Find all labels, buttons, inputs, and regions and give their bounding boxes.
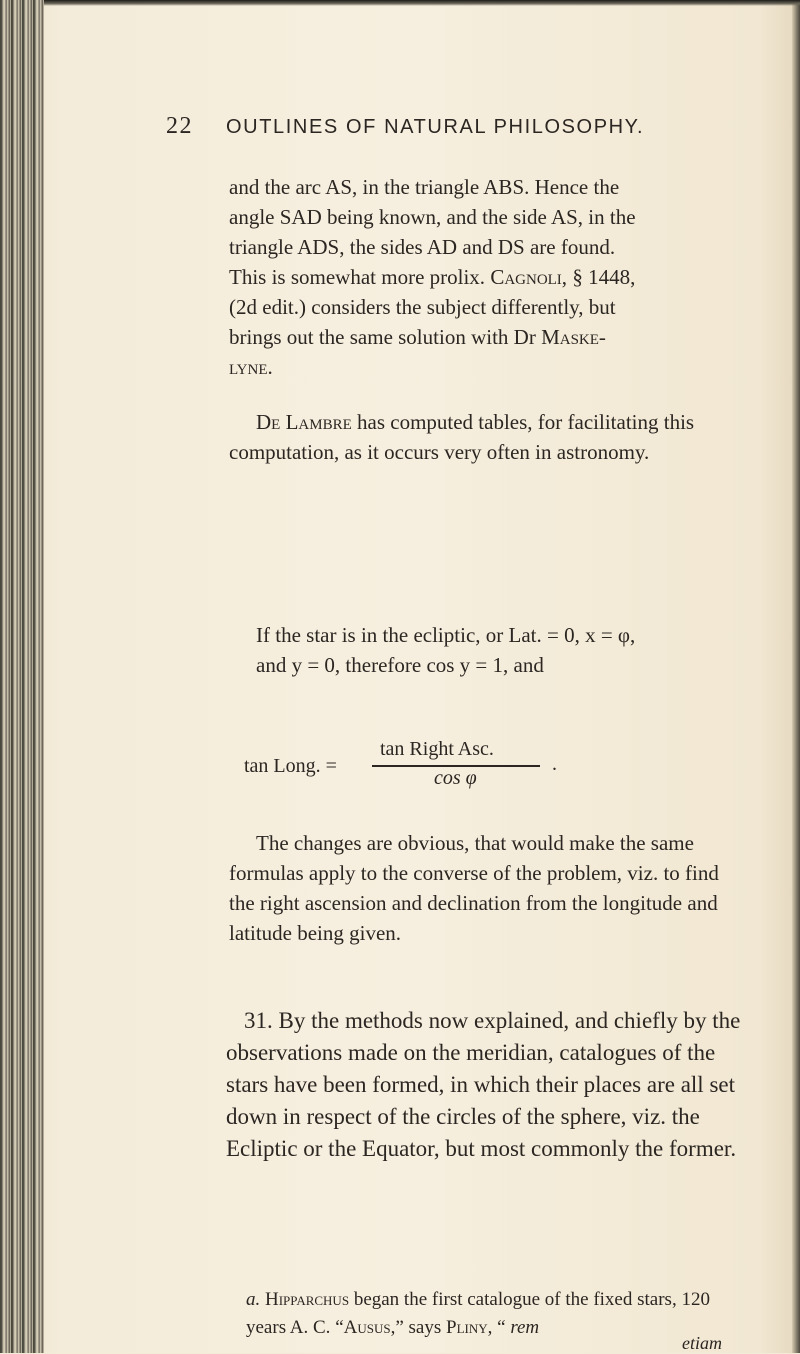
equation — [244, 738, 684, 794]
name-cagnoli: Cagnoli, — [490, 265, 568, 289]
para1-line-6: brings out the same solution with Dr Maske- — [229, 325, 606, 349]
catchword: etiam — [682, 1333, 722, 1353]
para1-line-2: angle SAD being known, and the side AS, in the — [229, 205, 636, 229]
equation-end: . — [552, 753, 557, 775]
page-edge — [792, 0, 800, 1353]
paragraph-2 — [229, 407, 749, 467]
para1-line-5: (2d edit.) considers the subject differently, but — [229, 295, 616, 319]
footnote: a. Hipparchus began the first catalogue of the fixed stars, 120 years A. C. “Ausus,” says Pliny, “ rem — [246, 1289, 710, 1338]
para3-line-2: and y = 0, therefore cos y = 1, and — [256, 653, 544, 677]
footnote-marker: a. — [246, 1289, 261, 1310]
para1-line-3: triangle ADS, the sides AD and DS are found. — [229, 235, 616, 259]
paragraph-4 — [229, 828, 749, 948]
para3-line-1: If the star is in the ecliptic, or Lat. = 0, x = φ, — [256, 623, 636, 647]
page-title: OUTLINES OF NATURAL PHILOSOPHY. — [226, 116, 645, 138]
book-binding — [0, 0, 44, 1353]
name-maskelyne: Maske- — [541, 325, 606, 349]
paragraph-3 — [229, 620, 749, 680]
equation-numerator: tan Right Asc. — [380, 738, 494, 760]
top-edge-rule — [44, 0, 800, 6]
section-31 — [226, 1005, 746, 1165]
para1-line-1: and the arc AS, in the triangle ABS. Hence the — [229, 175, 620, 199]
para1-line-4: This is somewhat more prolix. Cagnoli, § 1448, — [229, 265, 636, 289]
para1-line-7: lyne. — [229, 355, 273, 379]
section-number: 31. — [244, 1008, 273, 1033]
word-ausus: Ausus, — [343, 1317, 396, 1338]
name-hipparchus: Hipparchus — [265, 1289, 350, 1310]
running-head — [166, 113, 726, 140]
section-31-text: By the methods now explained, and chiefly by the observations made on the meridian, catalogues of the stars have been formed, in which their places are all set down in respect of the circles of the sphere, viz. the Ecliptic or the Equator, but most commonly the former. — [226, 1008, 741, 1161]
equation-lhs: tan Long. = — [244, 755, 337, 777]
equation-denominator: cos φ — [434, 767, 477, 789]
name-delambre: De Lambre — [256, 410, 352, 434]
para4-text: The changes are obvious, that would make the same formulas apply to the converse of the problem, viz. to find the right ascension and declination from the longitude and latitude being given. — [229, 831, 719, 945]
name-pliny: Pliny, — [446, 1317, 493, 1338]
para2-text: has computed tables, for facilitating this computation, as it occurs very often in astronomy. — [229, 410, 695, 464]
page-number: 22 — [166, 113, 193, 139]
word-rem: rem — [510, 1317, 540, 1338]
paragraph-1 — [229, 172, 749, 382]
